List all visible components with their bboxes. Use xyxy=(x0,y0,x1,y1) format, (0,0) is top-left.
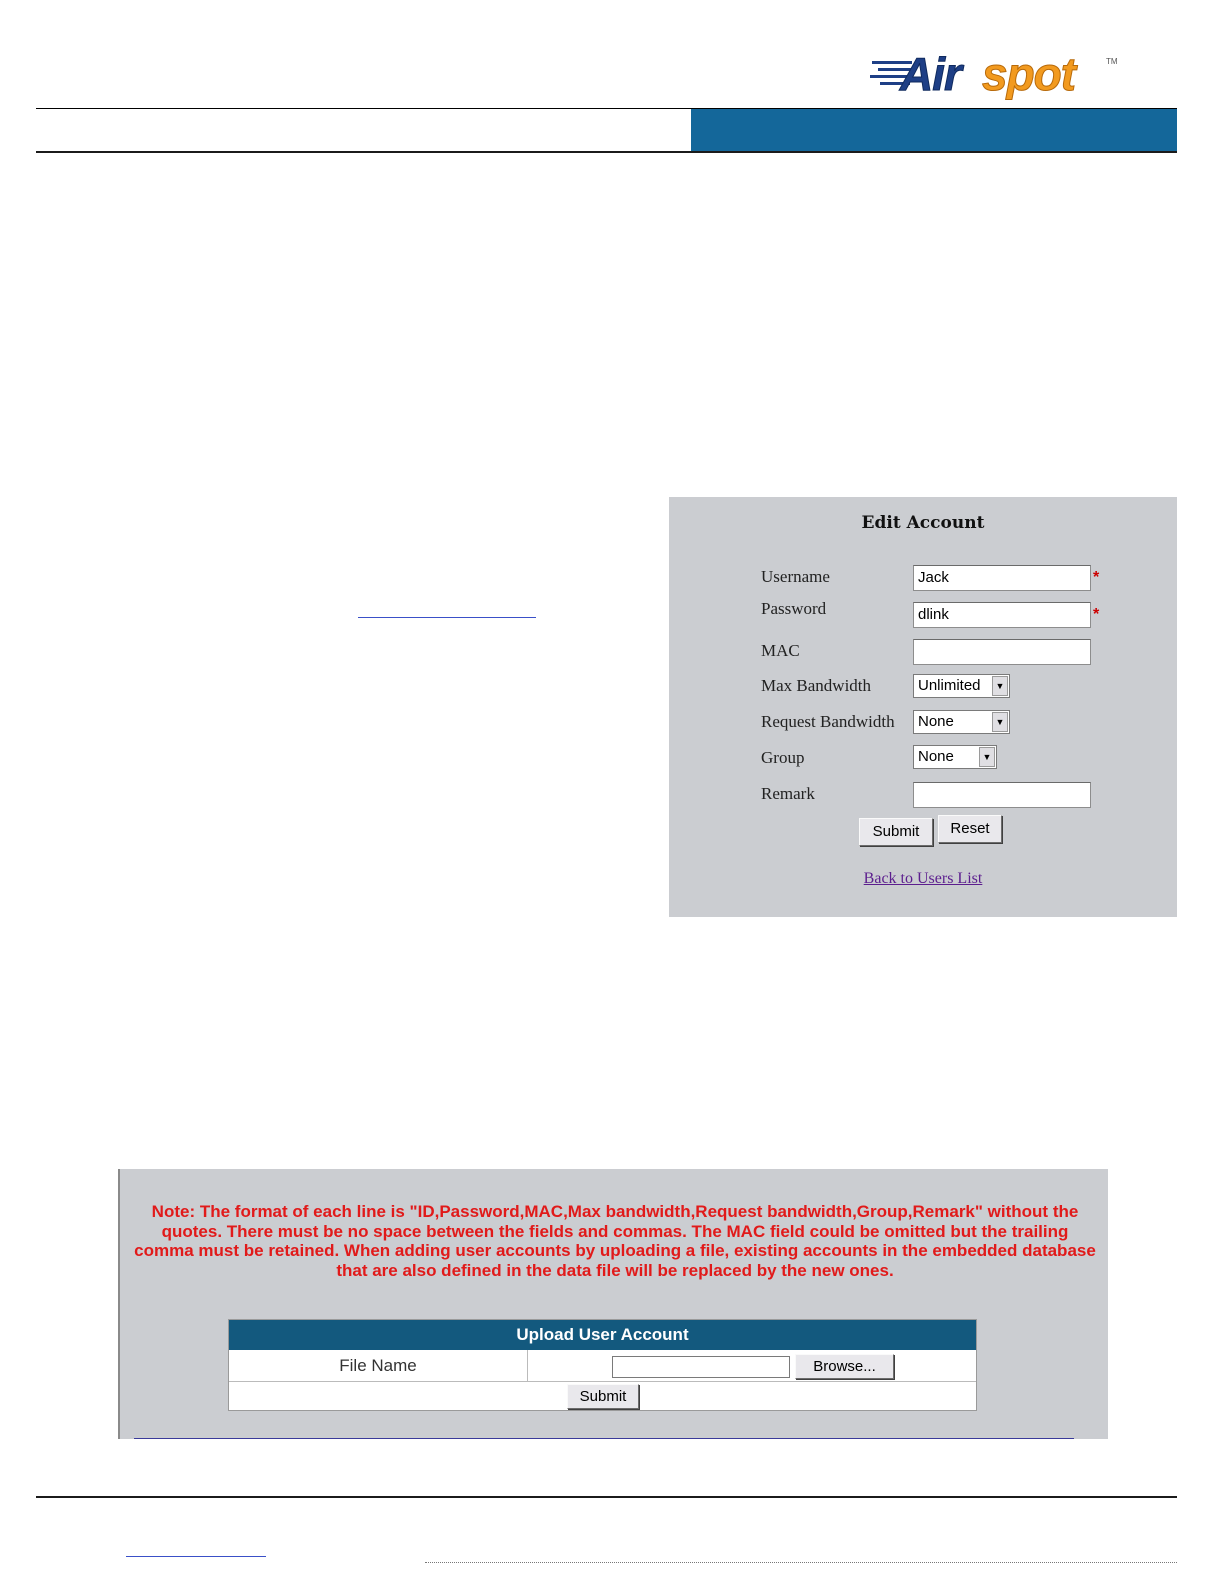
group-value: None xyxy=(918,748,954,765)
footer-rule xyxy=(36,1496,1177,1498)
header-bottom-rule xyxy=(36,151,1177,153)
max-bandwidth-select[interactable] xyxy=(913,674,1010,698)
svg-text:TM: TM xyxy=(1106,57,1118,66)
remark-input[interactable] xyxy=(913,782,1091,808)
mac-input[interactable] xyxy=(913,639,1091,665)
upload-panel xyxy=(118,1169,1108,1439)
group-select[interactable] xyxy=(913,745,997,769)
reset-button[interactable]: Reset xyxy=(938,815,1002,843)
username-input[interactable]: Jack xyxy=(913,565,1091,591)
footer-dotted-line xyxy=(425,1562,1177,1563)
max-bandwidth-value: Unlimited xyxy=(918,677,981,694)
mac-label: MAC xyxy=(761,641,800,660)
upload-panel-bottom-line xyxy=(134,1438,1074,1439)
password-label: Password xyxy=(761,599,827,618)
username-label: Username xyxy=(761,567,830,586)
edit-account-title: Edit Account xyxy=(861,513,985,533)
request-bandwidth-value: None xyxy=(918,713,954,730)
file-name-input[interactable] xyxy=(612,1356,790,1378)
chevron-down-icon[interactable]: ▼ xyxy=(992,676,1008,696)
svg-text:spot: spot xyxy=(982,48,1076,100)
file-name-label: File Name xyxy=(339,1356,417,1375)
upload-format-note: Note: The format of each line is "ID,Password,MAC,Max bandwidth,Request bandwidth,Group,Remark" without the quotes. There must be no space between the fields and commas. The MAC field could be omitted but the trailing comma must be retained. When adding user accounts by uploading a file, existing accounts in the embedded database that are also defined in the data file will be replaced by the new ones. xyxy=(134,1202,1096,1280)
remark-label: Remark xyxy=(761,784,815,803)
password-input[interactable]: dlink xyxy=(913,602,1091,628)
chevron-down-icon[interactable]: ▼ xyxy=(992,712,1008,732)
table-column-divider xyxy=(527,1350,528,1381)
upload-submit-button[interactable]: Submit xyxy=(567,1384,639,1409)
edit-account-panel xyxy=(669,497,1177,917)
airspot-logo xyxy=(870,44,1150,104)
password-required-mark: * xyxy=(1093,606,1100,623)
group-label: Group xyxy=(761,748,805,767)
svg-text:Air: Air xyxy=(900,48,961,100)
request-bandwidth-select[interactable] xyxy=(913,710,1010,734)
upload-table-title: Upload User Account xyxy=(229,1320,976,1350)
submit-button[interactable]: Submit xyxy=(859,818,933,846)
footer-link-underline[interactable] xyxy=(126,1556,266,1557)
airspot-logo-graphic xyxy=(870,44,1150,104)
max-bandwidth-label: Max Bandwidth xyxy=(761,676,872,695)
hyperlink-underline[interactable] xyxy=(358,617,536,618)
upload-user-account-table xyxy=(228,1319,977,1411)
browse-button[interactable]: Browse... xyxy=(795,1354,894,1379)
username-required-mark: * xyxy=(1093,569,1100,586)
chevron-down-icon[interactable]: ▼ xyxy=(979,747,995,767)
back-to-users-list-link[interactable]: Back to Users List xyxy=(863,870,983,887)
request-bandwidth-label: Request Bandwidth xyxy=(761,712,895,731)
header-blue-bar xyxy=(691,109,1177,152)
